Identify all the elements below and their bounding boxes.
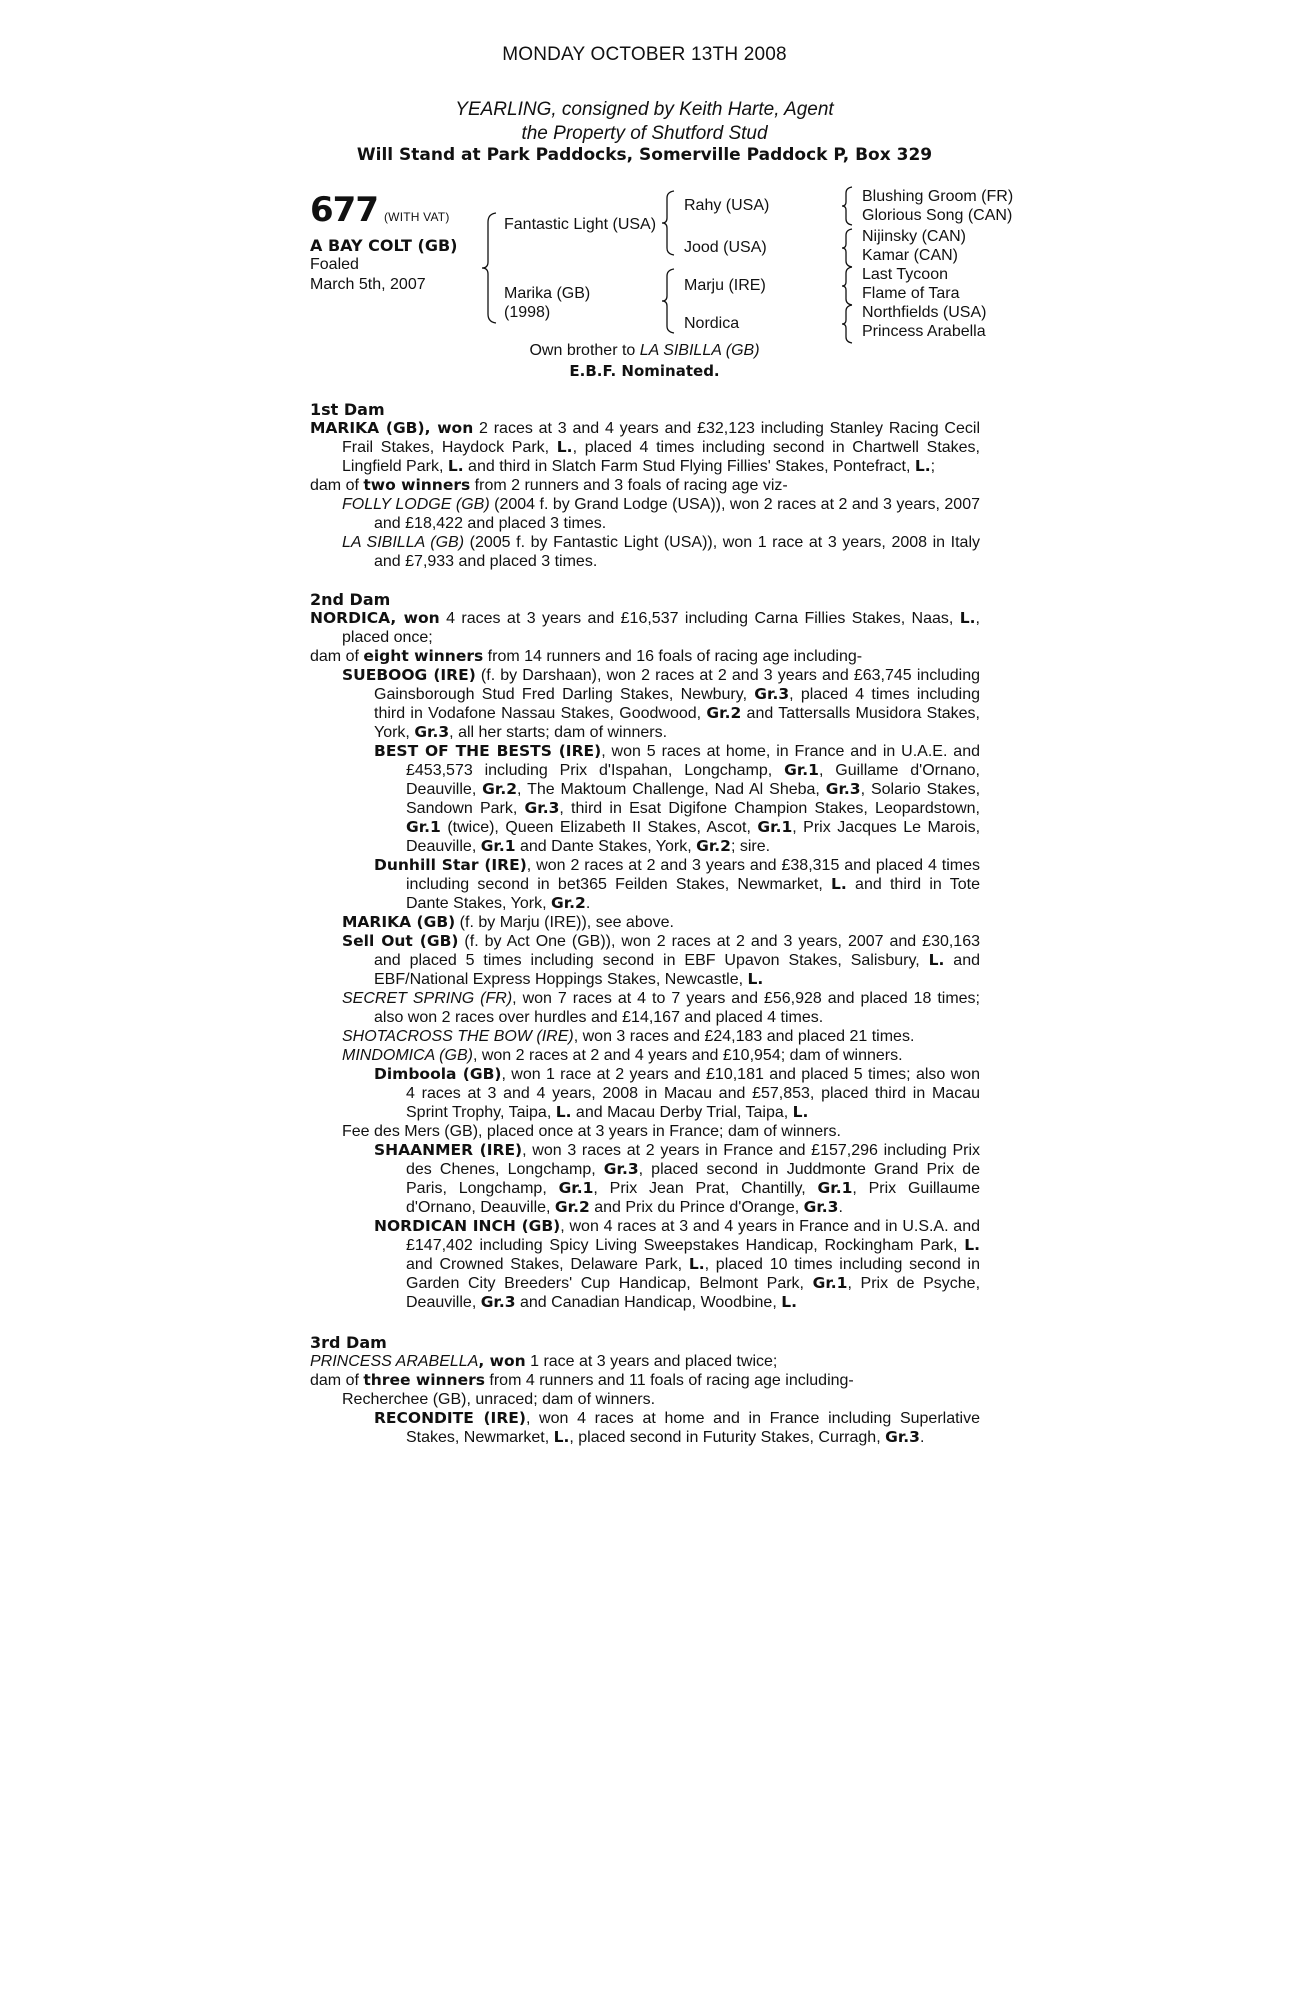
produce-text: and EBF/National Express Hoppings Stakes, Newcastle, [374, 952, 981, 988]
pedigree-sire-brace [660, 190, 676, 256]
dam-of-winners: three winners [363, 1371, 485, 1389]
pedigree-g2-brace [840, 228, 854, 268]
listed-tag: L. [781, 1293, 797, 1311]
group-tag: Gr.3 [825, 780, 861, 798]
first-dam-section [310, 400, 980, 571]
punctuation: . [838, 1199, 843, 1216]
dam-of-prefix: dam of [310, 1372, 364, 1389]
listed-tag: L. [553, 1428, 570, 1446]
produce-entry: Recherchee (GB), unraced; dam of winners. [342, 1391, 656, 1408]
dam-of-winners: eight winners [363, 647, 484, 665]
won-label: , won [390, 609, 440, 627]
dam-of-suffix: from 2 runners and 3 foals of racing age viz- [470, 477, 788, 494]
pedigree-sire: Fantastic Light (USA) [504, 216, 657, 233]
dam-of-prefix: dam of [310, 477, 364, 494]
group-tag: Gr.1 [812, 1274, 848, 1292]
pedigree-main-brace [480, 212, 498, 324]
produce-text: , won 2 races at 2 and 3 years and £38,315 and placed 4 times including second in bet365 Feilden Stakes, Newmarket, [406, 857, 980, 893]
own-brother-prefix: Own brother to [529, 342, 640, 359]
won-label: , won [478, 1352, 526, 1370]
listed-tag: L. [914, 457, 931, 475]
listed-tag: L. [556, 438, 573, 456]
produce-text: and Dante Stakes, York, [515, 838, 697, 855]
dam-name: MARIKA (GB) [310, 419, 425, 437]
second-dam-record [310, 609, 980, 647]
pedigree-g6: Flame of Tara [862, 285, 960, 302]
group-tag: Gr.2 [482, 780, 518, 798]
record-text: , placed 4 times including second in Chartwell Stakes, Lingfield Park, [342, 439, 980, 475]
vat-label: (WITH VAT) [383, 210, 450, 224]
group-tag: Gr.3 [480, 1293, 516, 1311]
group-tag: Gr.1 [480, 837, 516, 855]
produce-text: , won 1 race at 2 years and £10,181 and placed 5 times; also won 4 races at 3 and 4 years, 2008 in Macau and £57,853, placed third in Macau Sprint Trophy, Taipa, [406, 1066, 980, 1121]
produce-text: , Prix Jean Prat, Chantilly, [593, 1180, 818, 1197]
pedigree-dam-sire: Marju (IRE) [684, 277, 766, 294]
produce-text: and Prix du Prince d'Orange, [589, 1199, 804, 1216]
produce-text: , Prix Jacques Le Marois, Deauville, [406, 819, 981, 855]
third-dam-heading: 3rd Dam [310, 1333, 387, 1352]
group-tag: Gr.2 [696, 837, 731, 855]
produce-text: , Guillame d'Ornano, Deauville, [406, 762, 980, 798]
record-text: 2 races at 3 and 4 years and £32,123 including Stanley Racing Cecil Frail Stakes, Haydock Park, [342, 420, 980, 456]
group-tag: Gr.2 [706, 704, 742, 722]
stand-location: Will Stand at Park Paddocks, Somerville Paddock P, Box 329 [356, 145, 933, 165]
group-tag: Gr.3 [754, 685, 790, 703]
third-dam-section [310, 1333, 980, 1447]
produce-text: , placed second in Juddmonte Grand Prix de Paris, Longchamp, [406, 1161, 980, 1197]
produce-entry [310, 1027, 980, 1046]
pedigree-dam-brace [660, 268, 676, 334]
pedigree-g8: Princess Arabella [862, 323, 986, 340]
produce-entry: Fee des Mers (GB), placed once at 3 years in France; dam of winners. [342, 1123, 841, 1140]
pedigree-g7: Northfields (USA) [862, 304, 987, 321]
produce-name: FOLLY LODGE (GB) [342, 496, 490, 513]
lot-info [310, 190, 490, 295]
produce-entry [310, 666, 980, 742]
won-label: , won [424, 419, 474, 437]
grand-produce-entry [310, 1141, 980, 1217]
record-text: 1 race at 3 years and placed twice; [525, 1353, 778, 1370]
grand-produce-entry [310, 1065, 980, 1122]
dam-of-winners: two winners [363, 476, 471, 494]
own-brother-note [0, 342, 1289, 360]
pedigree-dam: Marika (GB) [504, 285, 591, 302]
produce-entry [310, 1046, 980, 1065]
group-tag: Gr.3 [524, 799, 560, 817]
produce-text: and Tattersalls Musidora Stakes, York, [374, 705, 981, 741]
grand-produce-entry [310, 1217, 980, 1312]
produce-text: (f. by Darshaan), won 2 races at 2 and 3 years and £63,745 including Gainsborough Stud Fred Darling Stakes, Newbury, [374, 667, 980, 703]
produce-text: , Solario Stakes, Sandown Park, [406, 781, 981, 817]
pedigree-g5: Last Tycoon [862, 266, 948, 283]
consignor-info [0, 98, 1289, 146]
listed-tag: L. [928, 951, 945, 969]
produce-text: , won 4 races at 3 and 4 years in France and in U.S.A. and £147,402 including Spicy Living Sweepstakes Handicap, Rockingham Park, [406, 1218, 980, 1254]
produce-text: , Prix de Psyche, Deauville, [406, 1275, 981, 1311]
ebf-nominated: E.B.F. Nominated. [569, 362, 720, 380]
sale-date: MONDAY OCTOBER 13TH 2008 [502, 44, 787, 65]
produce-text: , placed 10 times including second in Garden City Breeders' Cup Handicap, Belmont Park, [406, 1256, 980, 1292]
produce-name: LA SIBILLA (GB) [342, 534, 465, 551]
listed-tag: L. [959, 609, 976, 627]
produce-text: (2004 f. by Grand Lodge (USA)), won 2 races at 2 and 3 years, 2007 and £18,422 and placed 3 times. [374, 496, 981, 532]
produce-text: (twice), Queen Elizabeth II Stakes, Ascot, [440, 819, 758, 836]
dam-of-suffix: from 14 runners and 16 foals of racing age including- [483, 648, 863, 665]
produce-text: , won 3 races at 2 years in France and £157,296 including Prix des Chenes, Longchamp, [406, 1142, 981, 1178]
pedigree-dam-dam: Nordica [684, 315, 740, 332]
pedigree-sire-dam: Jood (USA) [684, 239, 767, 256]
produce-text: , placed second in Futurity Stakes, Curragh, [569, 1429, 886, 1446]
punctuation: ; [930, 458, 936, 475]
second-dam-heading: 2nd Dam [310, 590, 391, 609]
produce-entry [310, 533, 980, 571]
produce-name: Dunhill Star (IRE) [374, 856, 527, 874]
dam-of-prefix: dam of [310, 648, 364, 665]
foaled-label: Foaled [310, 256, 359, 273]
produce-text: (f. by Act One (GB)), won 2 races at 2 and 3 years, 2007 and £30,163 and placed 5 times including second in EBF Upavon Stakes, Salisbury, [374, 933, 981, 969]
produce-text: , won 7 races at 4 to 7 years and £56,928 and placed 18 times; also won 2 races over hurdles and £14,167 and placed 4 times. [374, 990, 980, 1026]
produce-name: SHAANMER (IRE) [374, 1141, 523, 1159]
produce-text: and Canadian Handicap, Woodbine, [515, 1294, 782, 1311]
listed-tag: L. [964, 1236, 980, 1254]
produce-text: ; sire. [730, 838, 771, 855]
record-text: 4 races at 3 years and £16,537 including Carna Fillies Stakes, Naas, [439, 610, 960, 627]
group-tag: Gr.1 [558, 1179, 594, 1197]
group-tag: Gr.3 [803, 1198, 839, 1216]
horse-name: A BAY COLT (GB) [310, 236, 458, 255]
produce-text: and third in Tote Dante Stakes, York, [406, 876, 980, 912]
pedigree-g3: Nijinsky (CAN) [862, 228, 966, 245]
pedigree-g1-brace [840, 186, 854, 226]
group-tag: Gr.2 [554, 1198, 590, 1216]
group-tag: Gr.2 [550, 894, 586, 912]
dam-name: PRINCESS ARABELLA [310, 1353, 479, 1370]
pedigree-g4-brace [840, 304, 854, 344]
produce-text: , won 4 races at home and in France including Superlative Stakes, Newmarket, [406, 1410, 980, 1446]
produce-text: and Crowned Stakes, Delaware Park, [406, 1256, 689, 1273]
property-line: the Property of Shutford Stud [521, 123, 768, 144]
produce-text: , placed 4 times including third in Vodafone Nassau Stakes, Goodwood, [374, 686, 981, 722]
record-text: and third in Slatch Farm Stud Flying Fillies' Stakes, Pontefract, [463, 458, 915, 475]
listed-tag: L. [447, 457, 464, 475]
first-dam-heading: 1st Dam [310, 400, 385, 419]
group-tag: Gr.1 [817, 1179, 853, 1197]
pedigree-g1: Blushing Groom (FR) [862, 188, 1014, 205]
produce-name: MINDOMICA (GB) [342, 1047, 473, 1064]
record-text: , placed once; [342, 610, 980, 646]
listed-tag: L. [747, 970, 764, 988]
foaled-date: March 5th, 2007 [310, 276, 426, 293]
produce-name: MARIKA (GB) [342, 913, 456, 931]
punctuation: . [585, 895, 591, 912]
own-brother-name: LA SIBILLA (GB) [639, 342, 760, 359]
grand-produce-entry [310, 1409, 980, 1447]
produce-text: , won 2 races at 2 and 4 years and £10,954; dam of winners. [472, 1047, 903, 1064]
group-tag: Gr.1 [406, 818, 441, 836]
produce-entry [310, 989, 980, 1027]
produce-text: , won 5 races at home, in France and in U.A.E. and £453,573 including Prix d'Ispahan, Longchamp, [406, 743, 980, 779]
pedigree-g3-brace [840, 266, 854, 306]
grand-produce-entry [310, 742, 980, 856]
second-dam-produce-summary [310, 647, 980, 666]
produce-name: Dimboola (GB) [374, 1065, 502, 1083]
pedigree-dam-year: (1998) [504, 304, 551, 321]
produce-name: SECRET SPRING (FR) [342, 990, 513, 1007]
listed-tag: L. [792, 1103, 809, 1121]
dam-name: NORDICA [310, 609, 391, 627]
produce-entry [310, 913, 980, 932]
produce-text: , The Maktoum Challenge, Nad Al Sheba, [517, 781, 826, 798]
produce-name: RECONDITE (IRE) [374, 1409, 526, 1427]
consignor-line: YEARLING, consigned by Keith Harte, Agent [455, 99, 834, 120]
produce-text: and Macau Derby Trial, Taipa, [571, 1104, 793, 1121]
lot-number: 677 [310, 190, 378, 230]
second-dam-section [310, 590, 980, 1312]
produce-name: NORDICAN INCH (GB) [374, 1217, 561, 1235]
third-dam-record [310, 1352, 980, 1371]
group-tag: Gr.3 [885, 1428, 920, 1446]
grand-produce-entry [310, 856, 980, 913]
first-dam-produce-summary [310, 476, 980, 495]
third-dam-produce-summary [310, 1371, 980, 1390]
pedigree-g4: Kamar (CAN) [862, 247, 959, 264]
produce-text: (2005 f. by Fantastic Light (USA)), won 1 race at 3 years, 2008 in Italy and £7,933 and placed 3 times. [374, 534, 981, 570]
produce-name: BEST OF THE BESTS (IRE) [374, 742, 602, 760]
group-tag: Gr.1 [757, 818, 793, 836]
listed-tag: L. [555, 1103, 572, 1121]
punctuation: . [919, 1429, 925, 1446]
produce-entry [310, 932, 980, 989]
group-tag: Gr.3 [603, 1160, 639, 1178]
dam-of-suffix: from 4 runners and 11 foals of racing age including- [484, 1372, 854, 1389]
listed-tag: L. [688, 1255, 705, 1273]
first-dam-record [310, 419, 980, 476]
group-tag: Gr.3 [414, 723, 450, 741]
produce-entry [310, 495, 980, 533]
produce-text: , third in Esat Digifone Champion Stakes, Leopardstown, [559, 800, 981, 817]
produce-text: , all her starts; dam of winners. [449, 724, 668, 741]
pedigree-sire-sire: Rahy (USA) [684, 197, 770, 214]
produce-text: (f. by Marju (IRE)), see above. [455, 914, 674, 931]
produce-text: , won 3 races and £24,183 and placed 21 times. [573, 1028, 915, 1045]
produce-name: SUEBOOG (IRE) [342, 666, 476, 684]
produce-name: SHOTACROSS THE BOW (IRE) [342, 1028, 574, 1045]
pedigree-g2: Glorious Song (CAN) [862, 207, 1013, 224]
produce-text: , Prix Guillaume d'Ornano, Deauville, [406, 1180, 981, 1216]
group-tag: Gr.1 [784, 761, 819, 779]
listed-tag: L. [831, 875, 847, 893]
produce-name: Sell Out (GB) [342, 932, 459, 950]
